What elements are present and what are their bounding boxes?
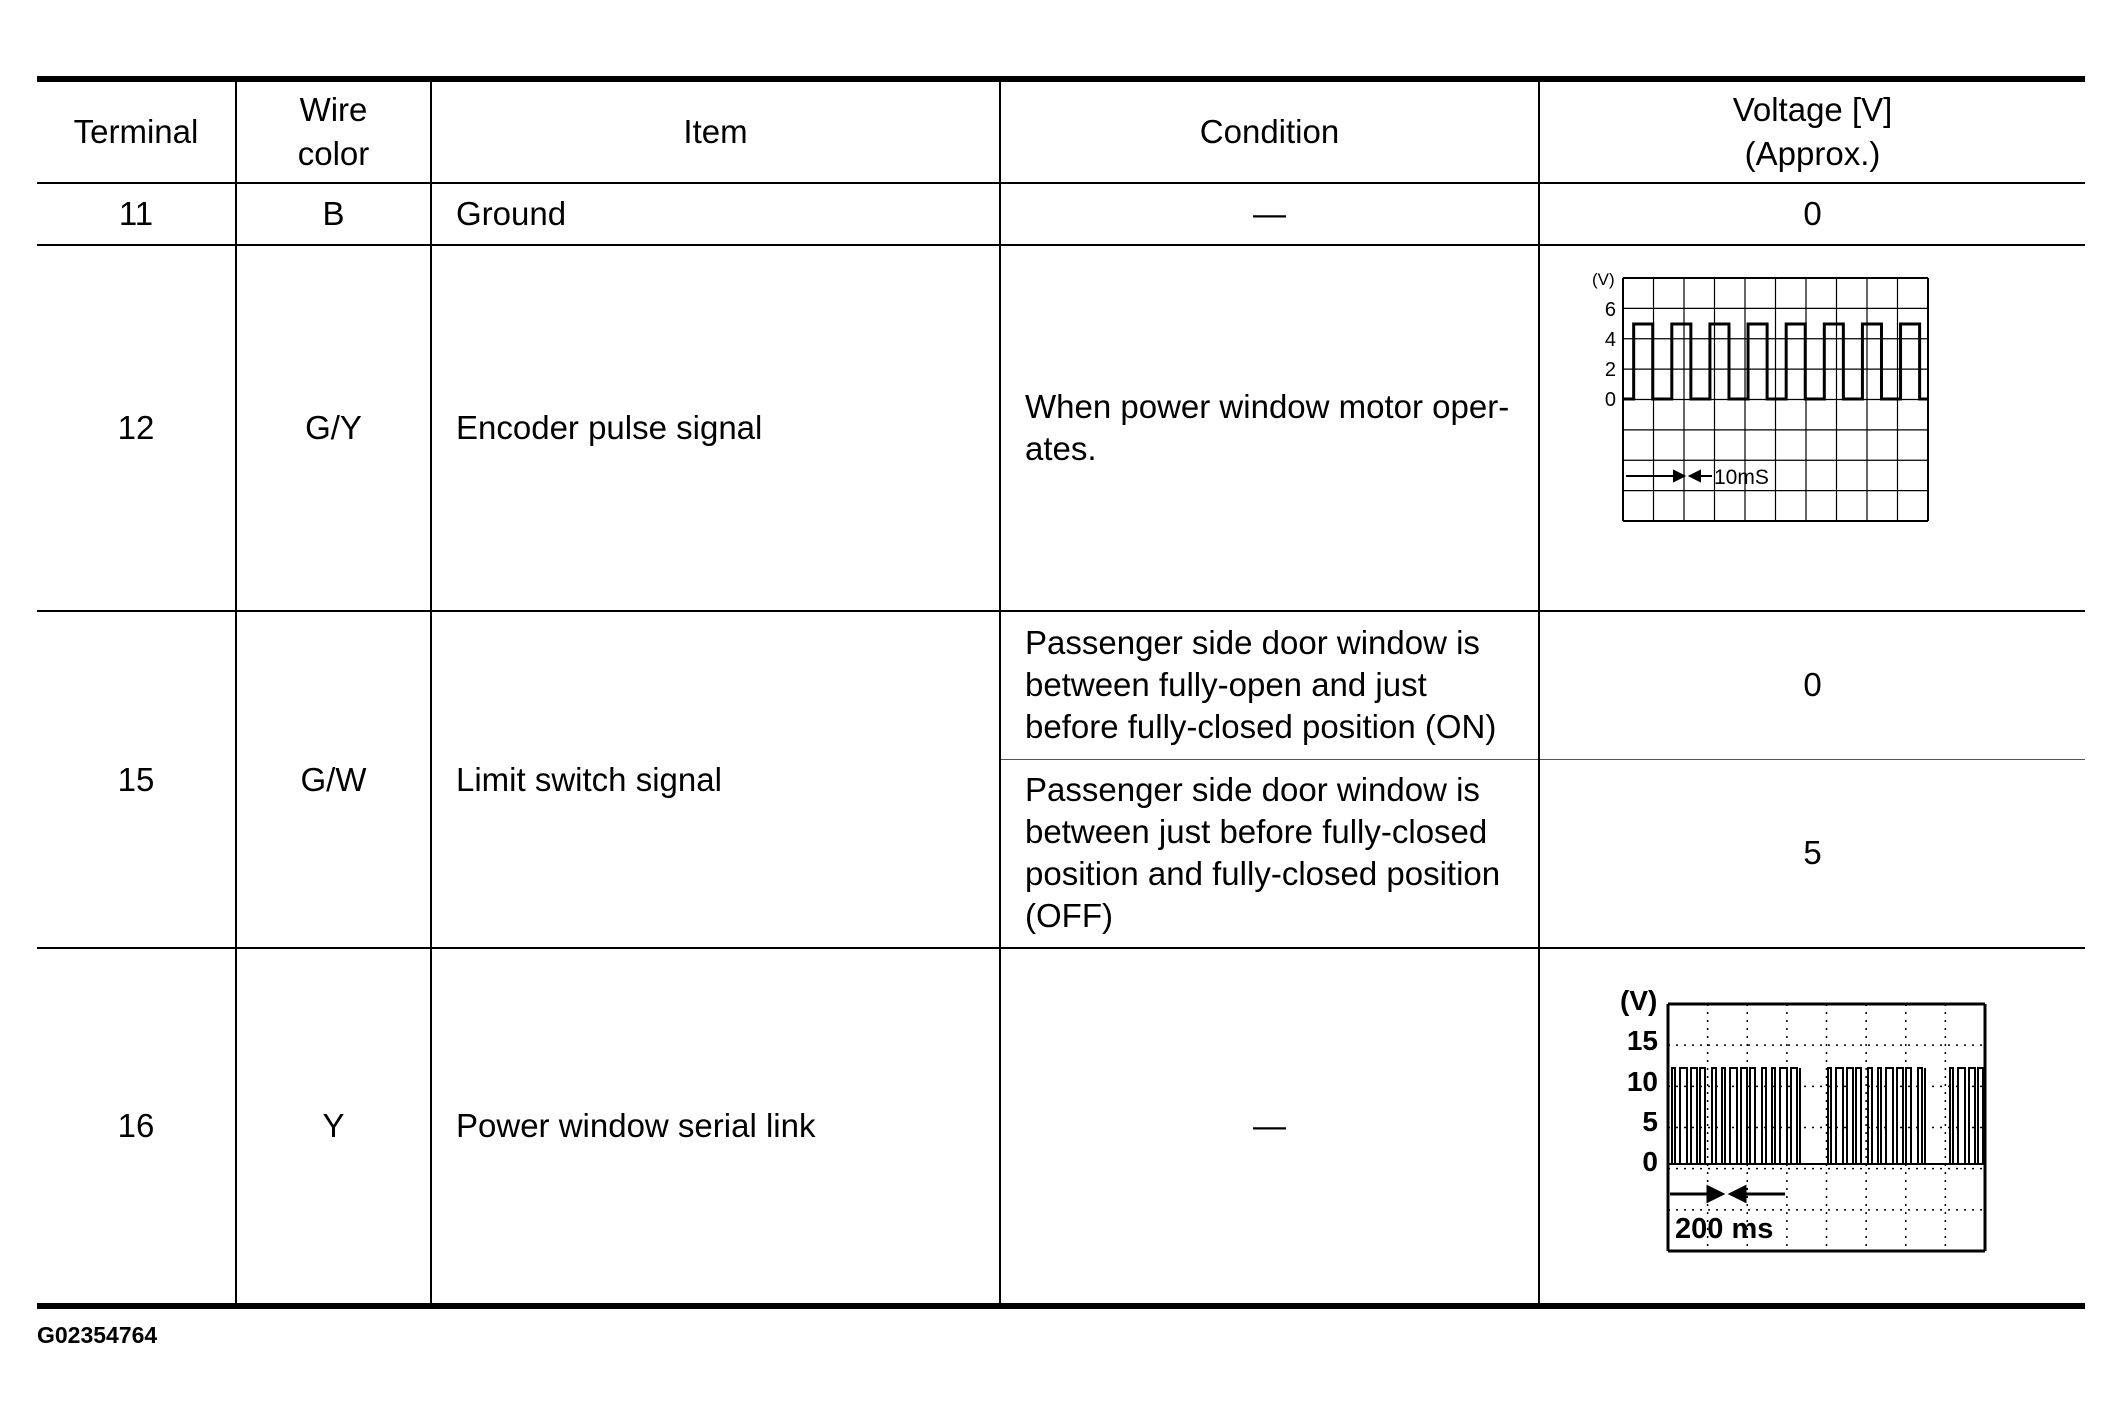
cell-terminal: 11 bbox=[37, 183, 236, 245]
condition-line: Passenger side door window is bbox=[1025, 771, 1480, 809]
figure-code: G02354764 bbox=[37, 1322, 158, 1348]
cell-terminal: 16 bbox=[37, 948, 236, 1306]
y-tick-label: 2 bbox=[1604, 359, 1616, 381]
condition-line: before fully-closed position (ON) bbox=[1025, 708, 1497, 746]
cell-wire-color: B bbox=[236, 183, 431, 245]
condition-line: between just before fully-closed bbox=[1025, 813, 1488, 851]
cell-terminal: 12 bbox=[37, 245, 236, 611]
cell-voltage-waveform bbox=[1539, 948, 2085, 1306]
header-wire-color-line1: Wire bbox=[299, 91, 368, 128]
y-tick-label: 15 bbox=[1626, 1025, 1658, 1056]
y-tick-label: 10 bbox=[1626, 1066, 1658, 1097]
cell-voltage: 0 bbox=[1539, 183, 2085, 245]
header-voltage bbox=[1539, 79, 2085, 183]
cell-terminal: 15 bbox=[37, 611, 236, 948]
terminal-spec-table bbox=[37, 76, 2085, 1309]
cell-wire-color: G/Y bbox=[236, 245, 431, 611]
y-tick-label: 5 bbox=[1642, 1106, 1658, 1137]
cell-voltage-waveform bbox=[1539, 245, 2085, 611]
cell-condition: — bbox=[1000, 183, 1539, 245]
header-terminal: Terminal bbox=[37, 79, 236, 183]
table-row bbox=[37, 611, 2085, 759]
condition-line: (OFF) bbox=[1025, 897, 1113, 935]
table-row bbox=[37, 245, 2085, 611]
cell-wire-color: Y bbox=[236, 948, 431, 1306]
y-tick-label: 4 bbox=[1604, 329, 1616, 351]
cell-item: Encoder pulse signal bbox=[431, 245, 1000, 611]
cell-item: Limit switch signal bbox=[431, 611, 1000, 948]
condition-line: When power window motor oper- bbox=[1025, 388, 1510, 425]
cell-condition: — bbox=[1000, 948, 1539, 1306]
condition-line: Passenger side door window is bbox=[1025, 624, 1480, 662]
time-scale-label: 10mS bbox=[1714, 466, 1769, 489]
cell-item: Ground bbox=[431, 183, 1000, 245]
condition-line: ates. bbox=[1025, 430, 1097, 467]
time-scale-arrows bbox=[1670, 1187, 1785, 1201]
cell-item: Power window serial link bbox=[431, 948, 1000, 1306]
y-tick-label: 0 bbox=[1642, 1146, 1658, 1177]
encoder-pulse-waveform bbox=[1540, 246, 2086, 602]
header-condition: Condition bbox=[1000, 79, 1539, 183]
time-scale-arrows bbox=[1626, 471, 1712, 481]
header-voltage-line2: (Approx.) bbox=[1744, 135, 1881, 172]
condition-line: position and fully-closed position bbox=[1025, 855, 1501, 893]
header-voltage-line1: Voltage [V] bbox=[1732, 91, 1893, 128]
header-item: Item bbox=[431, 79, 1000, 183]
cell-voltage: 5 bbox=[1539, 759, 2085, 948]
condition-line: between fully-open and just bbox=[1025, 666, 1427, 704]
y-tick-label: 0 bbox=[1604, 389, 1616, 411]
serial-link-waveform bbox=[1540, 949, 2086, 1295]
header-wire-color bbox=[236, 79, 431, 183]
y-axis-unit: (V) bbox=[1620, 985, 1658, 1016]
cell-condition bbox=[1000, 759, 1539, 948]
y-tick-label: 6 bbox=[1604, 299, 1616, 321]
cell-condition bbox=[1000, 245, 1539, 611]
table-row bbox=[37, 183, 2085, 245]
y-axis-unit: (V) bbox=[1592, 270, 1615, 289]
header-wire-color-line2: color bbox=[297, 135, 370, 172]
cell-condition bbox=[1000, 611, 1539, 759]
table-row bbox=[37, 948, 2085, 1306]
time-scale-label: 200 ms bbox=[1675, 1213, 1774, 1245]
cell-voltage: 0 bbox=[1539, 611, 2085, 759]
cell-wire-color: G/W bbox=[236, 611, 431, 948]
